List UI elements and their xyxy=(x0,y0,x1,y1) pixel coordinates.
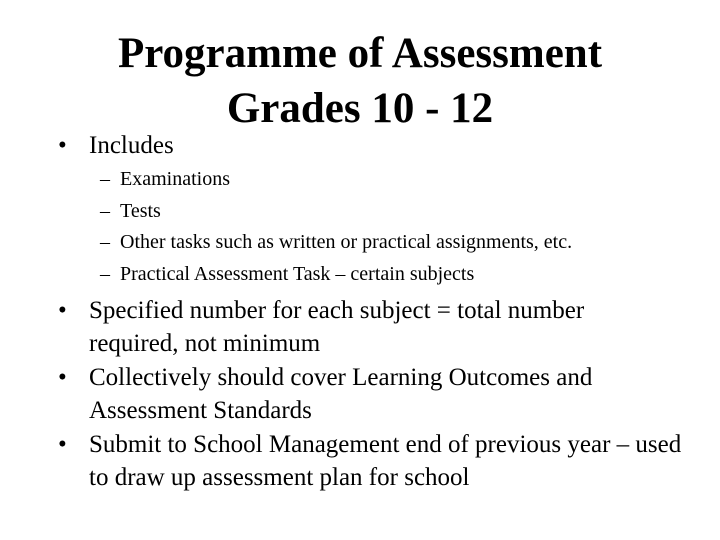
bullet-text: Collectively should cover Learning Outcomes and Assessment Standards xyxy=(89,364,593,424)
sub-item xyxy=(100,196,700,228)
sub-item xyxy=(100,164,700,196)
title-line-2: Grades 10 - 12 xyxy=(226,85,494,132)
bullet-submit xyxy=(58,428,698,494)
bullet-marker: • xyxy=(58,364,67,391)
title-line-1: Programme of Assessment xyxy=(117,30,603,77)
dash-marker: – xyxy=(100,168,110,190)
sub-item-text: Examinations xyxy=(120,168,230,190)
sub-list xyxy=(100,164,700,290)
sub-item xyxy=(100,259,700,291)
bullet-collectively xyxy=(58,361,668,427)
bullet-marker: • xyxy=(58,431,67,458)
bullet-text: Submit to School Management end of previous year – used to draw up assessment plan for school xyxy=(89,431,682,491)
bullet-specified-number xyxy=(58,294,658,360)
bullet-text: Includes xyxy=(89,132,174,159)
sub-item-text: Tests xyxy=(120,199,161,222)
sub-item-text: Other tasks such as written or practical assignments, etc. xyxy=(120,231,573,253)
slide-title xyxy=(60,26,660,136)
bullet-marker: • xyxy=(58,297,67,324)
dash-marker: – xyxy=(100,231,110,253)
sub-item xyxy=(100,227,700,259)
dash-marker: – xyxy=(100,262,110,285)
bullet-includes xyxy=(58,129,698,162)
dash-marker: – xyxy=(100,199,110,222)
bullet-text: Specified number for each subject = total number required, not minimum xyxy=(89,297,585,357)
bullet-marker: • xyxy=(58,132,67,159)
sub-item-text: Practical Assessment Task – certain subjects xyxy=(120,262,475,285)
